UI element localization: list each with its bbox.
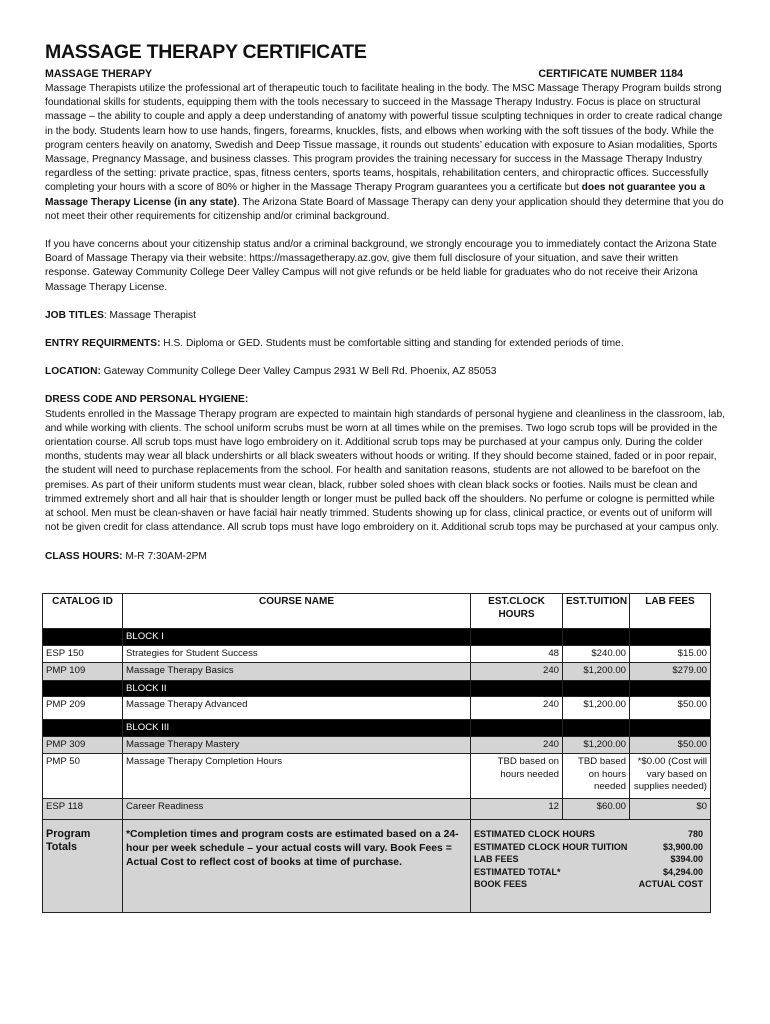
block-spacer: [471, 680, 563, 697]
page-title: MASSAGE THERAPY CERTIFICATE: [45, 41, 367, 63]
entry-requirements: [45, 337, 725, 351]
table-row: [43, 754, 711, 799]
catalog-id: PMP 309: [43, 736, 123, 754]
estimate-label: ESTIMATED CLOCK HOUR TUITION: [474, 841, 628, 852]
header-clock-hours: EST.CLOCK HOURS: [471, 594, 563, 629]
tuition: $1,200.00: [563, 663, 630, 681]
clock-hours: 48: [471, 645, 563, 663]
estimate-label: BOOK FEES: [474, 879, 528, 890]
course-name: Massage Therapy Mastery: [123, 736, 471, 754]
estimate-value: $394.00: [670, 854, 703, 865]
job-titles-label: JOB TITLES: [45, 309, 104, 321]
lab-fee: $15.00: [630, 645, 711, 663]
estimate-value: ACTUAL COST: [638, 879, 703, 890]
tuition: $60.00: [563, 799, 630, 820]
job-titles-value: : Massage Therapist: [103, 309, 196, 321]
estimate-value: $3,900.00: [662, 841, 703, 852]
dress-code-heading: DRESS CODE AND PERSONAL HYGIENE:: [45, 394, 249, 406]
lab-fee: $50.00: [630, 736, 711, 754]
table-row: [43, 645, 711, 663]
block-header: [43, 680, 711, 697]
estimate-label: ESTIMATED CLOCK HOURS: [474, 829, 595, 839]
estimates-summary: [471, 820, 711, 913]
estimate-line: [474, 853, 707, 866]
block-header: [43, 629, 711, 646]
clock-hours: 240: [471, 663, 563, 681]
certificate-document: [45, 40, 725, 565]
class-hours-label: CLASS HOURS:: [45, 551, 123, 563]
tuition: $1,200.00: [563, 697, 630, 720]
dress-code-text: Students enrolled in the Massage Therapy program are expected to maintain high standards of personal hygiene and cleanliness in the classroom, lab, and while working with clients. The school uniform scrubs must be worn at all times while on the premises. Two logo scrub tops will be provided in the orientation course. All scrub tops must have logo embroidery on it. Additional scrub tops may be purchased at your campus only. During the colder months, students may wear all black undershirts or all black sweaters without hoods or writing. If they should become stained, faded or in poor repair, the student will need to purchase replacements from the school. For health and sanitation reasons, students are not allowed to be barefoot on the premises. As part of their uniform students must wear clean, black, rubber soled shoes with clean black socks or footies. Nails must be clean and trimmed extremely short and all hair that is shoulder length or longer must be pulled back off the shoulders. No perfume or cologne is permitted while at school. Men must be clean-shaven or have facial hair neatly trimmed. Students showing up for class, clinical practice, or events out of uniform will not be given credit for class attendance. All scrub tops must have logo embroidery on it. Additional scrub tops may be purchased at your campus only.: [45, 408, 725, 534]
location: [45, 365, 725, 379]
header-course-name: COURSE NAME: [123, 594, 471, 629]
table-row: [43, 736, 711, 754]
clock-hours: TBD based on hours needed: [471, 754, 563, 799]
block-header: [43, 720, 711, 737]
subheader: [45, 68, 725, 81]
entry-requirements-label: ENTRY REQUIRMENTS:: [45, 338, 161, 350]
header-tuition: EST.TUITION: [563, 594, 630, 629]
tuition: $1,200.00: [563, 736, 630, 754]
block-spacer: [43, 680, 123, 697]
location-value: Gateway Community College Deer Valley Campus 2931 W Bell Rd. Phoenix, AZ 85053: [100, 366, 497, 378]
clock-hours: 240: [471, 736, 563, 754]
course-name: Massage Therapy Basics: [123, 663, 471, 681]
block-label: BLOCK III: [123, 720, 471, 737]
course-table: [42, 593, 711, 913]
catalog-id: ESP 150: [43, 645, 123, 663]
block-spacer: [630, 680, 711, 697]
catalog-id: PMP 50: [43, 754, 123, 799]
course-name: Massage Therapy Completion Hours: [123, 754, 471, 799]
estimate-value: $4,294.00: [662, 866, 703, 877]
block-spacer: [43, 629, 123, 646]
table-header-row: [43, 594, 711, 629]
dress-code-label: [45, 393, 725, 407]
lab-fee: *$0.00 (Cost will vary based on supplies needed): [630, 754, 711, 799]
header-catalog-id: CATALOG ID: [43, 594, 123, 629]
catalog-id: PMP 209: [43, 697, 123, 720]
intro-text-end: . The Arizona State Board of Massage Therapy can deny your application should they determine that you do not meet their other requirements for citizenship and/or criminal background.: [45, 196, 724, 222]
job-titles: [45, 309, 725, 323]
catalog-id: PMP 109: [43, 663, 123, 681]
block-spacer: [471, 629, 563, 646]
lab-fee: $50.00: [630, 697, 711, 720]
catalog-id: ESP 118: [43, 799, 123, 820]
license-disclaimer: does not guarantee you a Massage Therapy License (in any state): [45, 182, 706, 208]
estimate-value: 780: [687, 829, 703, 839]
block-spacer: [563, 629, 630, 646]
class-hours-value: M-R 7:30AM-2PM: [122, 551, 207, 563]
table-row: [43, 697, 711, 720]
course-name: Massage Therapy Advanced: [123, 697, 471, 720]
concerns-paragraph: If you have concerns about your citizenship status and/or a criminal background, we strongly encourage you to immediately contact the Arizona State Board of Massage Therapy via their website: https://massagetherapy.az.gov, give them full disclosure of your situation, and save their written response. Gateway Community College Deer Valley Campus will not give refunds or be held liable for graduates who do not receive their Arizona Massage Therapy License.: [45, 239, 717, 293]
class-hours: [45, 550, 725, 564]
program-name: MASSAGE THERAPY: [45, 68, 153, 80]
estimate-line: [474, 828, 707, 841]
table-row: [43, 663, 711, 681]
tuition: $240.00: [563, 645, 630, 663]
location-label: LOCATION:: [45, 366, 101, 378]
table-row: [43, 799, 711, 820]
estimate-line: [474, 841, 707, 854]
block-spacer: [471, 720, 563, 737]
course-name: Career Readiness: [123, 799, 471, 820]
block-spacer: [630, 720, 711, 737]
block-spacer: [43, 720, 123, 737]
clock-hours: 240: [471, 697, 563, 720]
block-spacer: [563, 680, 630, 697]
certificate-number: CERTIFICATE NUMBER 1184: [538, 68, 683, 80]
lab-fee: $0: [630, 799, 711, 820]
program-totals-note: *Completion times and program costs are estimated based on a 24-hour per week schedule – your actual costs will vary. Book Fees = Actual Cost to reflect cost of books at time of purchase.: [123, 820, 471, 913]
block-label: BLOCK II: [123, 680, 471, 697]
tuition: TBD based on hours needed: [563, 754, 630, 799]
header-lab-fees: LAB FEES: [630, 594, 711, 629]
estimate-label: ESTIMATED TOTAL*: [474, 866, 561, 877]
block-spacer: [630, 629, 711, 646]
lab-fee: $279.00: [630, 663, 711, 681]
program-totals-row: [43, 820, 711, 913]
clock-hours: 12: [471, 799, 563, 820]
block-spacer: [563, 720, 630, 737]
estimate-line: [474, 866, 707, 879]
entry-requirements-value: H.S. Diploma or GED. Students must be comfortable sitting and standing for extended periods of time.: [160, 338, 624, 350]
program-totals-label: Program Totals: [43, 820, 123, 913]
intro-text: Massage Therapists utilize the professional art of therapeutic touch to facilitate healing in the body. The MSC Massage Therapy Program builds strong foundational skills for students, equipping them with the tools necessary to succeed in the Massage Therapy Industry. Focus is place on structural massage – the ability to couple and apply a deep understanding of anatomy with powerful tissue sculpting techniques in order to create radical change in the body. Students learn how to use hands, fingers, forearms, knuckles, fists, and elbows when working with the soft tissues of the body. While the program centers heavily on anatomy, Swedish and Deep Tissue massage, it rounds out students’ education with exposure to Asian modalities, Sports Massage, Pregnancy Massage, and business classes. This program provides the training necessary for success in the Massage Therapy Industry regardless of the setting: private practice, spas, fitness centers, sports teams, hospitals, rehabilitation centers, and chiropractic offices. Successfully completing your hours with a score of 80% or higher in the Massage Therapy Program guarantees you a certificate but: [45, 83, 723, 194]
course-name: Strategies for Student Success: [123, 645, 471, 663]
intro-paragraph: [45, 82, 725, 224]
block-label: BLOCK I: [123, 629, 471, 646]
estimate-label: LAB FEES: [474, 854, 519, 865]
estimate-line: [474, 878, 707, 891]
